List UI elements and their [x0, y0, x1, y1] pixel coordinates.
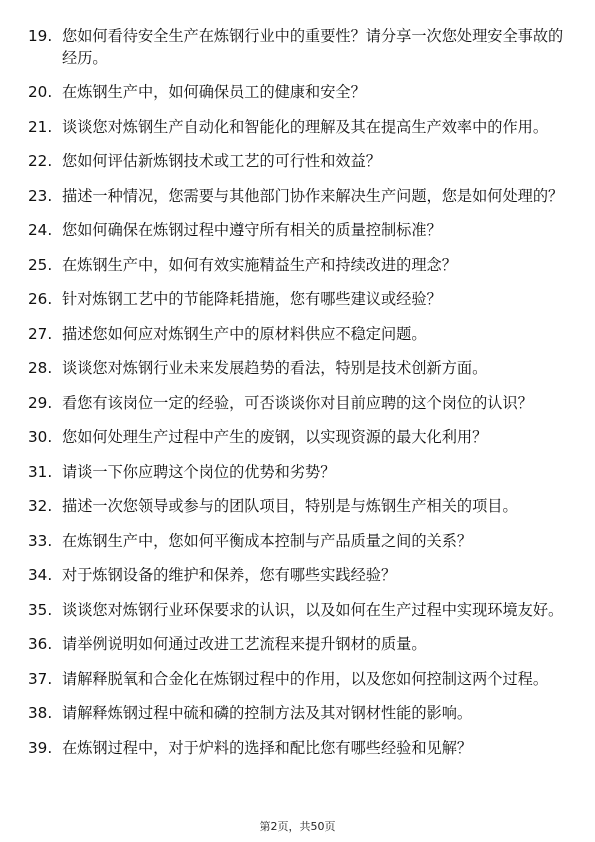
question-number: 28. [28, 359, 53, 377]
question-item [28, 565, 573, 587]
question-text: 请谈一下你应聘这个岗位的优势和劣势？ [62, 462, 336, 481]
question-text: 您如何处理生产过程中产生的废钢，以实现资源的最大化利用？ [62, 428, 488, 446]
question-item [28, 82, 573, 104]
question-number: 34. [28, 566, 53, 584]
question-number: 23. [28, 186, 53, 205]
question-number: 35. [28, 600, 53, 619]
question-item [28, 703, 573, 725]
question-text: 谈谈您对炼钢生产自动化和智能化的理解及其在提高生产效率中的作用。 [62, 117, 548, 136]
question-text: 对于炼钢设备的维护和保养，您有哪些实践经验？ [62, 566, 397, 584]
question-number: 24. [28, 221, 53, 239]
question-item [28, 358, 573, 380]
question-text: 请解释炼钢过程中硫和磷的控制方法及其对钢材性能的影响。 [62, 704, 473, 722]
question-text: 请举例说明如何通过改进工艺流程来提升钢材的质量。 [62, 635, 427, 653]
question-item [28, 669, 573, 691]
question-item [28, 393, 573, 415]
question-item [28, 496, 573, 518]
question-number: 26. [28, 290, 53, 308]
question-text: 描述您如何应对炼钢生产中的原材料供应不稳定问题。 [62, 324, 427, 343]
question-number: 29. [28, 393, 53, 412]
question-item [28, 289, 573, 311]
question-item [28, 255, 573, 277]
question-number: 31. [28, 462, 53, 481]
question-text: 您如何看待安全生产在炼钢行业中的重要性？请分享一次您处理安全事故的经历。 [62, 27, 564, 67]
question-text: 描述一次您领导或参与的团队项目，特别是与炼钢生产相关的项目。 [62, 497, 518, 515]
question-text: 您如何确保在炼钢过程中遵守所有相关的质量控制标准？ [62, 221, 442, 239]
question-number: 19. [28, 27, 53, 45]
question-text: 针对炼钢工艺中的节能降耗措施，您有哪些建议或经验？ [62, 290, 442, 308]
question-text: 描述一种情况，您需要与其他部门协作来解决生产问题，您是如何处理的？ [62, 186, 564, 205]
question-text: 看您有该岗位一定的经验，可否谈谈你对目前应聘的这个岗位的认识？ [62, 393, 533, 412]
question-text: 在炼钢生产中，如何有效实施精益生产和持续改进的理念？ [62, 255, 457, 274]
page-number-label: 第2页，共50页 [259, 820, 336, 833]
question-number: 20. [28, 83, 53, 101]
question-text: 谈谈您对炼钢行业未来发展趋势的看法，特别是技术创新方面。 [62, 359, 488, 377]
question-number: 25. [28, 255, 53, 274]
question-item [28, 634, 573, 656]
question-text: 在炼钢生产中，如何确保员工的健康和安全？ [62, 83, 366, 101]
question-number: 39. [28, 738, 53, 757]
question-number: 33. [28, 531, 53, 550]
question-text: 请解释脱氧和合金化在炼钢过程中的作用，以及您如何控制这两个过程。 [62, 669, 548, 688]
question-item [28, 600, 573, 622]
question-item [28, 117, 573, 139]
question-item [28, 186, 573, 208]
question-number: 21. [28, 117, 53, 136]
question-text: 在炼钢过程中，对于炉料的选择和配比您有哪些经验和见解？ [62, 738, 473, 757]
question-text: 谈谈您对炼钢行业环保要求的认识，以及如何在生产过程中实现环境友好。 [62, 600, 564, 619]
question-list [28, 26, 573, 772]
question-item [28, 220, 573, 242]
question-number: 27. [28, 324, 53, 343]
question-number: 22. [28, 152, 53, 170]
question-item [28, 26, 573, 69]
page-footer [0, 818, 595, 834]
question-number: 38. [28, 704, 53, 722]
question-text: 您如何评估新炼钢技术或工艺的可行性和效益？ [62, 152, 381, 170]
question-number: 36. [28, 635, 53, 653]
question-number: 32. [28, 497, 53, 515]
question-item [28, 151, 573, 173]
question-item [28, 531, 573, 553]
question-number: 37. [28, 669, 53, 688]
question-item [28, 427, 573, 449]
question-item [28, 738, 573, 760]
question-number: 30. [28, 428, 53, 446]
question-item [28, 462, 573, 484]
question-text: 在炼钢生产中，您如何平衡成本控制与产品质量之间的关系？ [62, 531, 473, 550]
question-item [28, 324, 573, 346]
